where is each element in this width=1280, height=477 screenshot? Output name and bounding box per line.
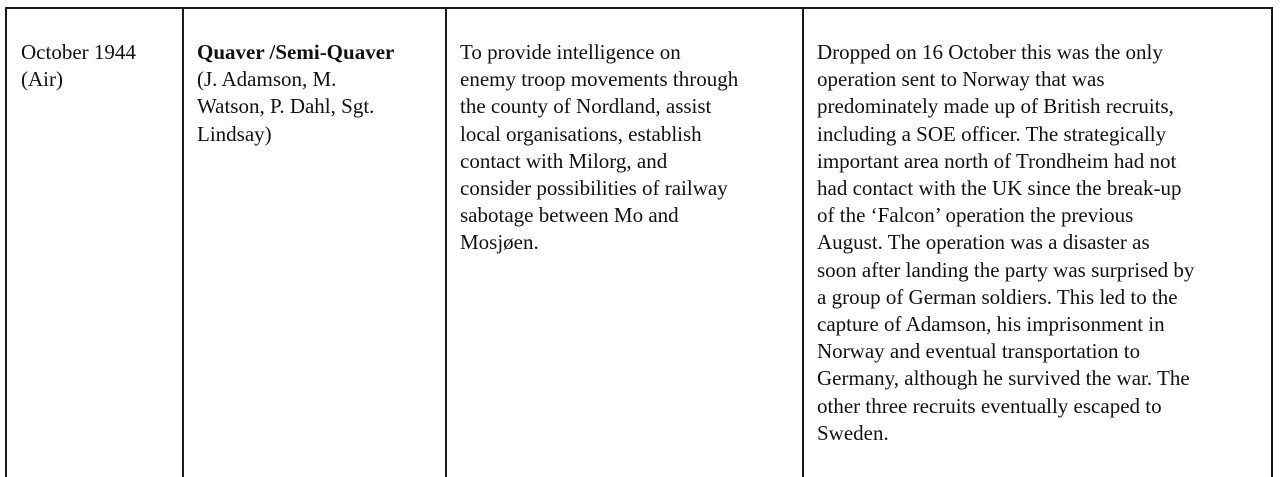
- objective-line: To provide intelligence on: [460, 40, 681, 64]
- objective-cell: [445, 9, 802, 477]
- objective-line: Mosjøen.: [460, 230, 539, 255]
- outcome-line: soon after landing the party was surprised by: [817, 257, 1195, 282]
- outcome-line: operation sent to Norway that was: [817, 67, 1105, 92]
- outcome-line: a group of German soldiers. This led to the: [817, 284, 1178, 309]
- objective-line: the county of Nordland, assist: [460, 94, 712, 119]
- outcome-line: predominately made up of British recruits,: [817, 94, 1174, 119]
- outcome-line: Norway and eventual transportation to: [817, 339, 1141, 364]
- outcome-line: of the ‘Falcon’ operation the previous: [817, 203, 1134, 228]
- personnel-line: Lindsay): [197, 121, 272, 146]
- operation-name: Quaver /Semi-Quaver: [197, 40, 395, 64]
- outcome-line: Dropped on 16 October this was the only: [817, 40, 1163, 64]
- outcome-line: Sweden.: [817, 420, 889, 445]
- objective-line: enemy troop movements through: [460, 67, 739, 92]
- outcome-line: other three recruits eventually escaped to: [817, 393, 1162, 418]
- date-cell: [7, 9, 182, 477]
- objective-line: local organisations, establish: [460, 121, 702, 146]
- personnel-line: Watson, P. Dahl, Sgt.: [197, 94, 375, 119]
- objective-line: contact with Milorg, and: [460, 148, 668, 173]
- table-row: [7, 9, 1271, 477]
- outcome-line: important area north of Trondheim had not: [817, 148, 1177, 173]
- date-line: October 1944: [21, 40, 136, 64]
- outcome-cell: [802, 9, 1271, 477]
- delivery-method-line: (Air): [21, 67, 63, 92]
- outcome-line: Germany, although he survived the war. The: [817, 366, 1190, 391]
- outcome-line: including a SOE officer. The strategically: [817, 121, 1167, 146]
- outcome-line: August. The operation was a disaster as: [817, 230, 1150, 255]
- objective-line: consider possibilities of railway: [460, 176, 728, 201]
- outcome-line: capture of Adamson, his imprisonment in: [817, 312, 1165, 337]
- operations-table: [5, 7, 1273, 477]
- personnel-line: (J. Adamson, M.: [197, 67, 337, 92]
- objective-line: sabotage between Mo and: [460, 203, 679, 228]
- operation-cell: [182, 9, 445, 477]
- outcome-line: had contact with the UK since the break-up: [817, 176, 1182, 201]
